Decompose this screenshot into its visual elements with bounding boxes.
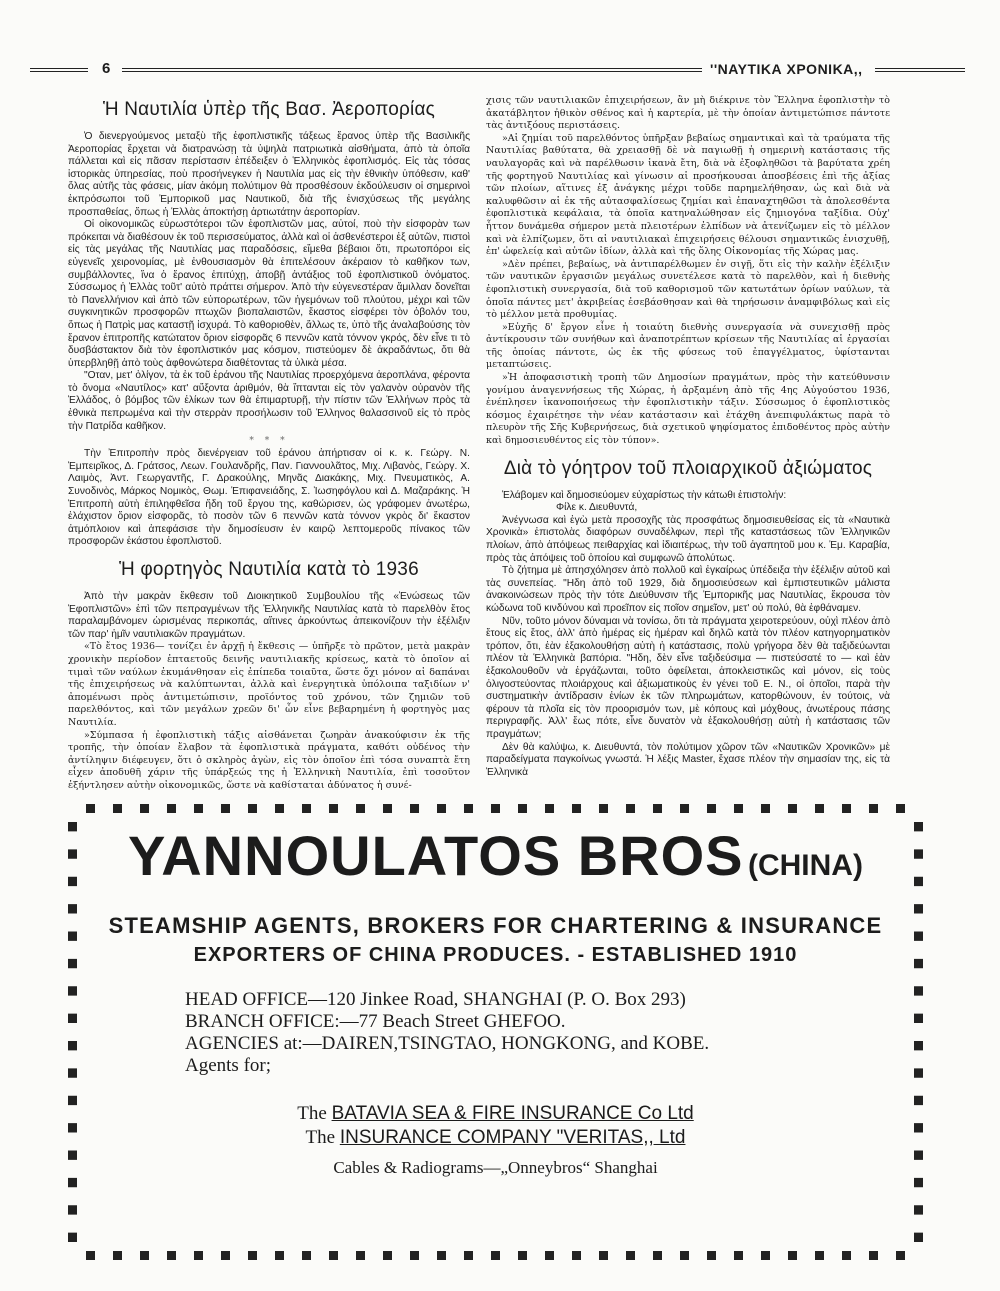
- ad-insurer-2-prefix: The: [305, 1127, 336, 1148]
- ad-company-name: [77, 823, 914, 888]
- ad-insurer-1: [77, 1103, 914, 1125]
- continuation-paragraph-3: »Δὲν πρέπει, βεβαίως, νὰ ἀντιπαρέλθωμεν ἐν σιγῇ, ὅτι εἰς τὴν καλὴν ἐξέλιξιν τῶν ναυτικῶν ἐργασιῶν μεγάλως συνετέλεσε κατὰ τὸ παρελθὸν, καὶ ἡ διεθνὴς ἐφοπλιστικὴ συνεργασία, διὰ τοῦ καθορισμοῦ τῶν κατωτάτων ὁρίων ναύλων, τὰ ὁποῖα πάντες μετ' ἀκριβείας ἐσεβάσθησαν καὶ θὰ τηρήσωσιν ἀναμφιβόλως καὶ εἰς τὸ μέλλον μετὰ προθυμίας.: [486, 258, 890, 321]
- ad-company-suffix: (CHINA): [747, 849, 863, 882]
- aviation-paragraph-1: Ὁ διενεργούμενος μεταξὺ τῆς ἐφοπλιστικῆς τάξεως ἔρανος ὑπὲρ τῆς Βασιλικῆς Ἀεροπορίας ἔρχεται νὰ διατρανώσῃ τὰ ὑψηλὰ πατριωτικὰ αἰσθήματα, ἀπὸ τὰ ὁποῖα πάλλεται καὶ εἰς πᾶσαν περίστασιν ἐπέδειξεν ὁ Ἑλληνικὸς ἐφοπλισμός. Εἰς τὰς τόσας ἱστορικὰς ὑπηρεσίας, ποὺ προσήνεγκεν ἡ Ναυτιλία μας εἰς τὴν ἐθνικὴν ὑπόθεσιν, καθ' ὅλας αὐτῆς τὰς φάσεις, μίαν ἀκόμη πολύτιμον θὰ προσθέσουν ἐκδούλευσιν οἱ σημερινοὶ ἐκπρόσωποι τοῦ Ἐμπορικοῦ μας Ναυτικοῦ, διὰ τῆς ἐνισχύσεως τῆς μεγάλης προσπαθείας, ὅπως ἡ Ἑλλὰς ἀποκτήσῃ ἀρτιωτάτην ἀεροπορίαν.: [68, 131, 470, 218]
- ad-company: YANNOULATOS BROS: [128, 824, 744, 887]
- letter-intro: Ἐλάβομεν καὶ δημοσιεύομεν εὐχαρίστως τὴν κάτωθι ἐπιστολήν:: [502, 489, 787, 501]
- letter-paragraph-3: Νῦν, τοῦτο μόνον δύναμαι νὰ τονίσω, ὅτι τὰ πράγματα χειροτερεύουν, οὐχὶ πλέον ἀπὸ ἔτους εἰς ἔτος, ἀλλ' ἀπὸ ἡμέρας εἰς ἡμέραν καὶ δηλῶ κατὰ τὸν πλέον κατηγορηματικὸν τρόπον, ὅτι, ἐὰν ἐξακολουθήσῃ αὐτὴ ἡ κατάστασις, πολὺ γρήγορα δὲν θὰ ταξιδεύωνται πλέον τὰ Ἑλληνικὰ βαπόρια. "Ηδη, δὲν εἶνε ταξιδεύσιμα — πιστεύσατέ το — καὶ ἐὰν ἐξακολουθοῦν νὰ ἐργάζωνται, τοῦτο ὀφείλεται, ἀποκλειστικῶς καὶ μόνον, εἰς τοὺς ὀλιγοστεύοντας πλοιάρχους καὶ ἀξιωματικοὺς ἐν γένει τοῦ Ε. Ν., οἱ ὁποῖοι, παρὰ τὴν συστηματικὴν ἀντίδρασιν ἐνίων ἐκ τῶν πληρωμάτων, κατορθώνουν, ἐν τούτοις, νὰ φέρουν τὰ πλοῖα εἰς τὸν προορισμόν των, μὲ κόπους καὶ μόχθους, ἀνωτέρους πάσης περιγραφῆς. Ἀλλ' ἕως πότε, εἶνε δυνατὸν νὰ ἐξακολουθήσῃ αὐτὴ ἡ κατάστασις τῶν πραγμάτων;: [486, 615, 890, 740]
- continuation-paragraph-2: »Αἱ ζημίαι τοῦ παρελθόντος ὑπῆρξαν βεβαίως σημαντικαὶ καὶ τὰ τραύματα τῆς Ναυτιλίας βαθύτατα, θὰ χρειασθῇ δὲ νὰ παγιωθῇ ἡ σημερινὴ κατάστασις τῆς ναυλαγορᾶς καὶ νὰ παρέλθωσιν ἱκανὰ ἔτη, διὰ νὰ ἐξοφληθῶσι τὰ βαρύτατα χρέη τῆς φορτηγοῦ Ναυτιλίας καὶ γίνωσιν αἱ προσήκουσαι ἀποσβέσεις ἐπὶ τῆς ἀξίας τῶν πλοίων, αἵτινες ἐξ ἀνάγκης μέχρι τοῦδε παρημελήθησαν, ὡς καὶ διὰ νὰ καλυφθῶσιν αἱ ἐκ τῆς αὐτασφαλίσεως ζημίαι καὶ ἐπαναχτηθῶσι τὰ ἀπολεσθέντα ἐφοπλιστικὰ κεφάλαια, τὰ ὁποῖα κατηναλώθησαν εἰς ζημιογόνα ταξίδια. Οὐχ' ἧττον δυνάμεθα σήμερον μετὰ πλειοτέρων ἐλπίδων νὰ ἀτενίζωμεν εἰς τὸ μέλλον καὶ νὰ ἐλπίζωμεν, ὅτι αἱ ναυτιλιακαὶ ἐπιχειρήσεις θέλουσι σημαντικῶς ἐνισχυθῇ, ἐπ' ὠφελείᾳ καὶ αὐτῶν ἰδίων, ἀλλὰ καὶ τῆς ὅλης Οἰκονομίας τῆς Χώρας μας.: [486, 132, 890, 258]
- advertisement-box: [68, 804, 923, 1260]
- continuation-paragraph-4: »Εὐχῆς δ' ἔργον εἶνε ἡ τοιαύτη διεθνὴς συνεργασία νὰ συνεχισθῇ πρὸς ἀντίκρουσιν τῶν συνήθων καὶ ἀναποτρέπτων κρίσεων τῆς Ναυτιλίας αἱ ἐργασίαι τῆς ὁποίας πάντοτε, ὡς ἐκ τῆς φύσεως τοῦ ἐπαγγέλματος, ὑφίστανται μεταπτώσεις.: [486, 321, 890, 371]
- header-rule-middle: [122, 68, 702, 72]
- ad-insurer-1-name: BATAVIA SEA & FIRE INSURANCE Co Ltd: [331, 1103, 694, 1124]
- letter-paragraph-4: Δὲν θὰ καλύψω, κ. Διευθυντά, τὸν πολύτιμον χῶρον τῶν «Ναυτικῶν Χρονικῶν» μὲ παραδείγματα παγκοίνως γνωστά. Ἡ λέξις Master, ἔχασε πλέον τὴν σημασίαν της, εἰς τὰ Ἑλληνικὰ: [486, 741, 890, 778]
- ad-agencies: AGENCIES at:—DAIREN,TSINGTAO, HONGKONG, and KOBE.: [185, 1033, 710, 1054]
- section-separator: * * *: [249, 436, 289, 447]
- cargo-shipping-paragraph-2: »Σύμπασα ἡ ἐφοπλιστικὴ τάξις αἰσθάνεται ζωηρὰν ἀνακούφισιν ἐκ τῆς τροπῆς, τὴν ὁποίαν ἔλαβον τὰ ἐφοπλιστικὰ πράγματα, καθότι οὐδένος τὴν ἀντίληψιν διέφευγεν, ὅτι ὁ σκληρὸς ἀγὼν, εἰς τὸν ὁποῖον ἐπὶ τόσα συναπτὰ ἔτη εἶχεν ἀποδυθῆ χάριν τῆς ὑπάρξεώς της ἡ Ἑλληνικὴ Ναυτιλία, ἐπὶ τοσοῦτον ἐξήντλησεν αὐτὴν οἰκονομικῶς, ὥστε νὰ καθίσταται ἀδύνατος ἡ συνέ-: [68, 729, 470, 791]
- publication-title: ''ΝΑΥΤΙΚΑ ΧΡΟΝΙΚΑ,,: [710, 61, 863, 77]
- ad-branch-office: BRANCH OFFICE:—77 Beach Street GHEFOO.: [185, 1011, 566, 1032]
- continuation-paragraph-5: »Ἡ ἀποφασιστικὴ τροπὴ τῶν Δημοσίων πραγμάτων, πρὸς τὴν κατεύθυνσιν γονίμου ἀναγεννήσεως τῆς Χώρας, ἡ ἀρξαμένη ἀπὸ τῆς 4ης Αὐγούστου 1936, ἐνέπλησεν ἱκανοποιήσεως τὴν ἐφοπλιστικὴν τάξιν. Σύσσωμος ὁ ἐφοπλιστικὸς κόσμος ἐχαιρέτησε τὴν νέαν κατάστασιν καὶ ἐτάχθη ἀνεπιφυλάκτως παρὰ τὸ πλευρὸν τῆς Σῆς Κυβερνήσεως, διὰ σχετικοῦ ψηφίσματος ἐπιδοθέντος πρὸς αὐτὴν καὶ δημοσιευθέντος εἰς τὸν τύπον».: [486, 372, 890, 447]
- aviation-committee-note: Τὴν Ἐπιτροπὴν πρὸς διενέργειαν τοῦ ἐράνου ἀπήρτισαν οἱ κ. κ. Γεώργ. Ν. Ἐμπειρῖκος, Δ. Γράτσος, Λεων. Γουλανδρῆς, Παν. Γιαννουλᾶτος, Μιχ. Λιβανὸς, Γεώργ. Χ. Λαιμὸς, Ἀντ. Γεωργαντῆς, Γ. Δρακούλης, Μηνᾶς Διακάκης, Μιχ. Πνευματικὸς, Α. Συνοδινὸς, Μάρκος Νομικὸς, Θωμ. Ἐπιφανειάδης, Σ. Ἰωσηφόγλου καὶ Δ. Μαζαράκης. Ἡ Ἐπιτροπὴ αὐτὴ ἐπιληφθεῖσα ἤδη τοῦ ἔργου της, καθώρισεν, ὡς γράφομεν ἀνωτέρω, ἐλάχιστον ὅριον εἰσφορᾶς, τὸ ποσὸν τῶν 6 πεννῶν κατὰ τόννον γκρὸς δι' ἕκαστον ἀτμόπλοιον καὶ ἀπεφάσισε τὴν δημοσίευσιν ἐν καιρῷ λεπτομεροῦς πίνακος τῶν προσφορῶν ἑκάστου ἐφοπλιστοῦ.: [68, 448, 470, 548]
- ad-services-line: STEAMSHIP AGENTS, BROKERS FOR CHARTERING & INSURANCE: [108, 913, 883, 938]
- letter-paragraph-2: Τὸ ζήτημα μὲ ἀπησχόλησεν ἀπὸ πολλοῦ καὶ ἐγκαίρως ὑπέδειξα τὴν ἐξέλιξιν αὐτοῦ καὶ τὰς συνεπείας. "Ηδη ἀπὸ τοῦ 1929, διὰ δημοσιεύσεων καὶ ἐμπιστευτικῶν μάλιστα ἀνακοινώσεων πρὸς τὴν τότε Διεύθυνσιν τῆς Ἐμπορικῆς μας Ναυτιλίας, ἔκρουσα τὸν κώδωνα τοῦ κινδύνου καὶ προεῖπον εἰς ποῖον σημεῖον, μετ' οὐ πολύ, θὰ ἐφθάναμεν.: [486, 565, 890, 614]
- continuation-paragraph-1: χισις τῶν ναυτιλιακῶν ἐπιχειρήσεων, ἂν μὴ διέκρινε τὸν Ἕλληνα ἐφοπλιστὴν τὸ ἀκατάβλητον ἠθικὸν σθένος καὶ ἡ καρτερία, μὲ τὴν ὁποίαν ἀντιμετώπισε πάντοτε τὰς ἀντιξόους περιστάσεις.: [486, 95, 890, 132]
- article-title-captains-prestige: Διὰ τὸ γόητρον τοῦ πλοιαρχικοῦ ἀξιώματος: [503, 457, 873, 479]
- cargo-shipping-intro: Ἀπὸ τὴν μακρὰν ἔκθεσιν τοῦ Διοικητικοῦ Συμβουλίου τῆς «Ἑνώσεως τῶν Ἐφοπλιστῶν» ἐπὶ τῶν πεπραγμένων τῆς Ἑλληνικῆς Ναυτιλίας κατὰ τὸ παρελθὸν ἔτος παραλαμβάνομεν ὡρισμένας περικοπάς, αἵτινες ἀρκούντως ἀπεικονίζουν τὴν ἐξέλιξιν τῶν παρ' ἡμῖν ναυτιλιακῶν πραγμάτων.: [68, 591, 470, 640]
- aviation-paragraph-3: "Οταν, μετ' ὀλίγον, τὰ ἐκ τοῦ ἐράνου τῆς Ναυτιλίας προερχόμενα ἀεροπλάνα, φέροντα τὸ ὄνομα «Ναυτίλος» κατ' αὔξοντα ἀριθμόν, θὰ ἵπτανται εἰς τὸν γαλανὸν οὐρανὸν τῆς Ἑλλάδος, ὁ βόμβος τῶν ἑλίκων των θὰ ἐπιμαρτυρῇ, τὴν πίστιν τῶν Ἑλλήνων πρὸς τὰ ἐθνικὰ πεπρωμένα καὶ τὴν στερρὰν προσήλωσιν τοῦ Ἑλληνος θαλασσινοῦ εἰς τὸ πρὸς τὴν Πατρίδα καθῆκον.: [68, 370, 470, 432]
- ad-insurer-1-prefix: The: [297, 1103, 327, 1124]
- ad-insurer-2-name: INSURANCE COMPANY "VERITAS,, Ltd: [339, 1127, 686, 1148]
- page-number: 6: [102, 60, 111, 77]
- right-column: [486, 95, 890, 801]
- left-column: [68, 95, 470, 800]
- letter-salutation: Φίλε κ. Διευθυντά,: [556, 502, 638, 514]
- article-title-cargo-shipping: Ἡ φορτηγὸς Ναυτιλία κατὰ τὸ 1936: [119, 559, 419, 580]
- article-title-aviation: Ἡ Ναυτιλία ὑπὲρ τῆς Βασ. Ἀεροπορίας: [103, 99, 435, 120]
- ad-agents-for: Agents for;: [185, 1055, 272, 1076]
- ad-insurer-2: [77, 1127, 914, 1149]
- ad-head-office: HEAD OFFICE—120 Jinkee Road, SHANGHAI (P. O. Box 293): [185, 989, 686, 1010]
- cargo-shipping-paragraph-1: «Τὸ ἔτος 1936— τονίζει ἐν ἀρχῇ ἡ ἔκθεσις — ὑπῆρξε τὸ πρῶτον, μετὰ μακρὰν χρονικὴν περίοδον ἐπταετοῦς δεινῆς ναυτιλιακῆς κρίσεως, κατὰ τὸ ὁποῖον αἱ τιμαὶ τῶν ναύλων ἐκυμάνθησαν εἰς ἐπίπεδα τοιαῦτα, ὥστε ὄχι μόνον αἱ δαπάναι τῆς ἐπιχειρήσεως νὰ καλύπτωνται, ἀλλὰ καὶ ἐνεργητικὰ ὑπόλοιπα ταξιδίων ν' ἀπομένωσι πρὸς ἀντιμετώπισιν, προϊόντος τοῦ χρόνου, τῶν ζημιῶν τοῦ παρελθόντος, καὶ τῶν μεγάλων χρεῶν δι' ὧν εἶνε βεβαρημένη ἡ φορτηγὸς μας Ναυτιλία.: [68, 641, 470, 728]
- header-rule-right: [875, 68, 965, 72]
- letter-paragraph-1: Ἀνέγνωσα καὶ ἐγὼ μετὰ προσοχῆς τὰς προσφάτως δημοσιευθείσας εἰς τὰ «Ναυτικὰ Χρονικὰ» ἐπιστολὰς διαφόρων συναδέλφων, περὶ τῆς καταστάσεως τῶν Ἑλληνικῶν πλοίων, ἀπὸ ἀπόψεως πειθαρχίας καὶ ἰδιαιτέρως, τὴν τοῦ ἀγαπητοῦ μου κ. Ἐμ. Καραβία, πρὸς τὰς ἀπόψεις τοῦ ὁποίου καὶ συμφωνῶ ἀπολύτως.: [486, 514, 890, 564]
- ad-exporters-line: EXPORTERS OF CHINA PRODUCES. - ESTABLISHED 1910: [193, 944, 798, 966]
- ad-cables: Cables & Radiograms—„Onneybros“ Shanghai: [333, 1158, 658, 1177]
- aviation-paragraph-2: Οἱ οἰκονομικῶς εὐρωστότεροι τῶν ἐφοπλιστῶν μας, αὐτοί, ποὺ τὴν εἰσφορὰν των πρόκειται νὰ διαθέσουν ἐκ τοῦ περισσεύματος, ἀλλὰ καὶ οἱ ἀσθενέστεροι ἐξ αὐτῶν, πιστοὶ εἰς τὰς μεγάλας τῆς Ναυτιλίας μας παραδόσεις, εἴμεθα βέβαιοι ὅτι, πρωτοπόροι εἰς εὐγενεῖς χειρονομίας, μὲ ἐνθουσιασμὸν θὰ ἐπιτελέσουν ἀκέραιον τὸ καθῆκον των, συμβάλλοντες, ἵνα ὁ ἔρανος ἐπιτύχῃ, ἀποβῇ ἀντάξιος τοῦ ἐφοπλιστικοῦ ὀνόματος. Σύσσωμος ἡ Ἑλλὰς τοῦτ' αὐτὸ πράττει σήμερον. Ἀπὸ τὴν εὐγενεστέραν ἅμιλλαν δονεῖται τὸ Πανελλήνιον καὶ ἀπὸ τῶν εὐπορωτέρων, τῶν ἡγεμόνων τοῦ πλούτου, μέχρι καὶ τῶν συγκινητικῶν προσφορῶν πτωχῶν βιοπαλαιστῶν, ἕκαστος εἰσφέρει τὸν ὀβολόν του, ὅπως ἡ Πατρὶς μας καταστῇ ἰσχυρά. Τὸ καθοριοθὲν, ἄλλως τε, ὑπὸ τῆς ἀναλαβούσης τὸν ἔρανον ἐπιτροπῆς κατώτατον ὅριον εἰσφορᾶς 6 πεννῶν κατὰ τόννον γκρός, δὲν εἶνε τι τὸ δυσβάστακτον διὰ τὸν ἐφοπλιστικόν μας κόσμον, πιστεύομεν δὲ ἀκραδάντως, ὅτι θὰ ὑπερβληθῇ ἀπὸ τοὺς ἀφθονώτερα διαθέτοντας τὰ ὑλικὰ μέσα.: [68, 219, 470, 369]
